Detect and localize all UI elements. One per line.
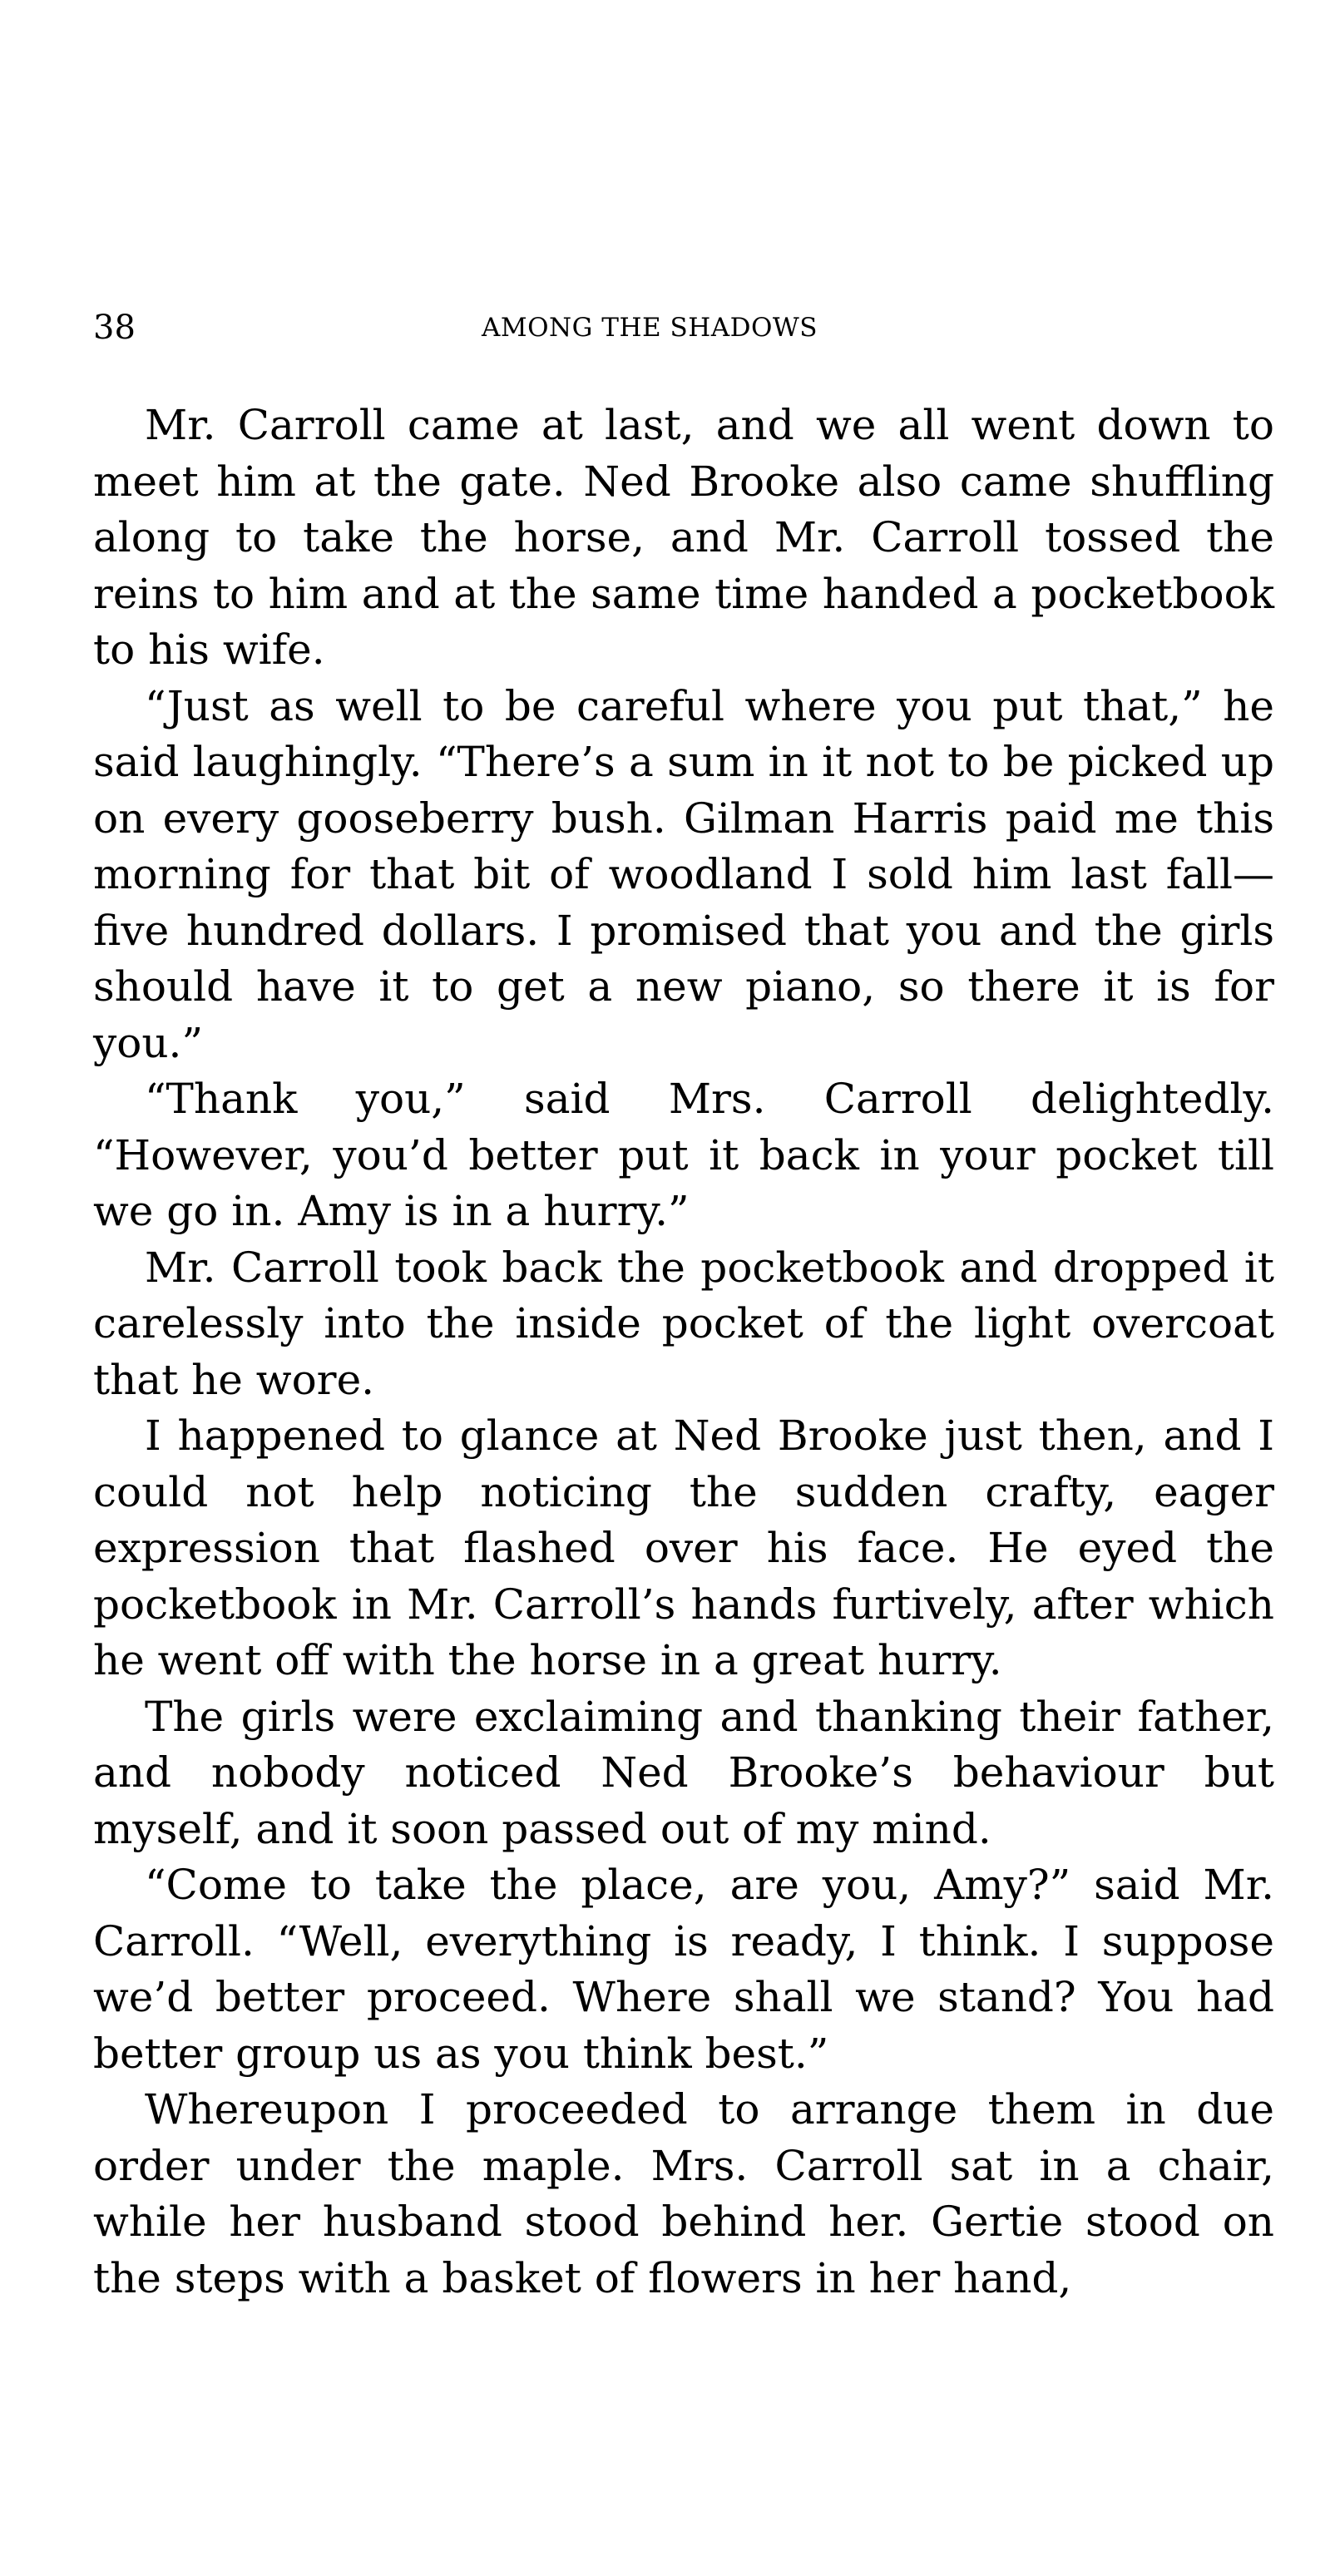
paragraph: Mr. Carroll came at last, and we all went down to meet him at the gate. Ned Brooke also came shuffling along to take the horse, and Mr. Carroll tossed the reins to him and at the same time handed a pocketbook to his wife. — [93, 401, 1274, 674]
paragraph: I happened to glance at Ned Brooke just then, and I could not help noticing the sudden crafty, eager expression that flashed over his face. He eyed the pocketbook in Mr. Carroll’s hands furtively, after which he went off with the horse in a great hurry. — [93, 1412, 1274, 1684]
page-number: 38 — [93, 309, 136, 347]
paragraph: Mr. Carroll took back the pocketbook and dropped it carelessly into the inside pocket of the light overcoat that he wore. — [93, 1243, 1274, 1404]
paragraph: “Come to take the place, are you, Amy?” said Mr. Carroll. “Well, everything is ready, I think. I suppose we’d better proceed. Where shall we stand? You had better group us as you think best.” — [93, 1861, 1274, 2078]
paragraph: “Just as well to be careful where you put that,” he said laughingly. “There’s a sum in it not to be picked up on every gooseberry bush. Gilman Harris paid me this morning for that bit of woodland I sold him last fall—five hundred dollars. I promised that you and the girls should have it to get a new piano, so there it is for you.” — [93, 681, 1274, 1067]
body-text — [93, 398, 1274, 2307]
paragraph: Whereupon I proceeded to arrange them in due order under the maple. Mrs. Carroll sat in a chair, while her husband stood behind her. Gertie stood on the steps with a basket of flowers in her hand, — [93, 2085, 1274, 2302]
paragraph: “Thank you,” said Mrs. Carroll delightedly. “However, you’d better put it back in your pocket till we go in. Amy is in a hurry.” — [93, 1075, 1274, 1235]
running-head — [93, 306, 1274, 349]
paragraph: The girls were exclaiming and thanking their father, and nobody noticed Ned Brooke’s behaviour but myself, and it soon passed out of my mind. — [93, 1692, 1274, 1853]
running-title: AMONG THE SHADOWS — [482, 313, 818, 343]
